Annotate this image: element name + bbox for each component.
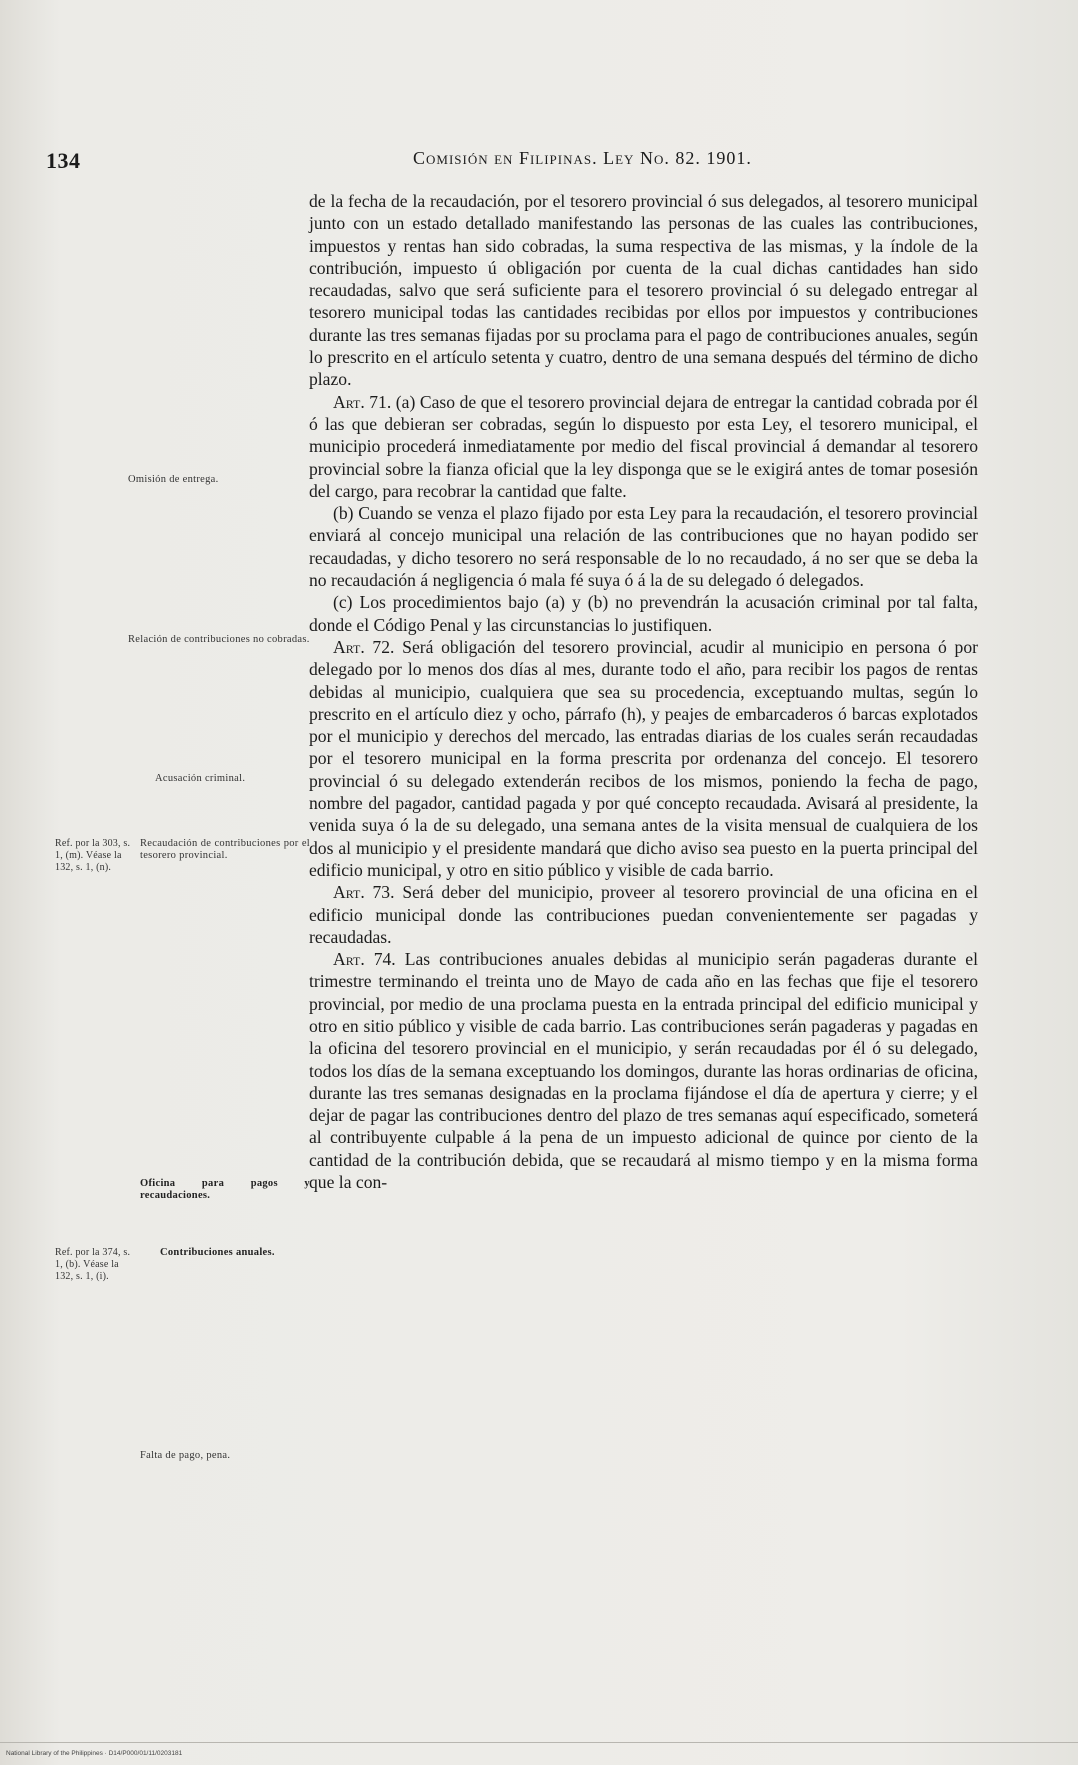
- margin-note-falta: Falta de pago, pena.: [140, 1450, 231, 1461]
- paragraph-art-71: Art. 71. (a) Caso de que el tesorero provincial dejara de entregar la cantidad cobrada por él ó las que debieran ser cobradas, según lo dispuesto por esta Ley, el tesorero municipal, el municipio procederá inmediatamente por medio del fiscal provincial á demandar al tesorero provincial sobre la fianza oficial que la ley disponga que se le exigirá antes de tomar posesión del cargo, para recobrar la cantidad que falte.: [309, 391, 979, 501]
- margin-note-recaudacion: Recaudación de contribuciones por el tesorero provincial.: [140, 838, 310, 861]
- margin-note-relacion: Relación de contribuciones no cobradas.: [128, 634, 310, 645]
- article-label: Art. 71.: [333, 391, 392, 412]
- page-number: 134: [46, 148, 81, 173]
- margin-note-contribuciones: Contribuciones anuales.: [160, 1247, 275, 1258]
- article-label: Art. 72.: [333, 636, 395, 657]
- running-head: Comisión en Filipinas. Ley No. 82. 1901.: [413, 148, 752, 168]
- margin-note-omision: Omisión de entrega.: [128, 474, 219, 485]
- paragraph-art-71-b: (b) Cuando se venza el plazo fijado por esta Ley para la recaudación, el tesorero provincial enviará al concejo municipal una relación de las contribuciones que no hayan podido ser recaudadas, y dicho tesorero no será responsable de lo no recaudado, á no ser que se deba la no recaudación á negligencia ó mala fé suya ó á la de su delegado ó delegados.: [309, 503, 978, 591]
- paragraph-art-71-c: (c) Los procedimientos bajo (a) y (b) no prevendrán la acusación criminal por tal falta, donde el Código Penal y las circunstancias lo justifiquen.: [309, 592, 978, 635]
- margin-note-acusacion: Acusación criminal.: [155, 773, 246, 784]
- ref-note-303: Ref. por la 303, s. 1, (m). Véase la 132, s. 1, (n).: [55, 838, 131, 873]
- bottom-rule: [0, 1742, 1078, 1743]
- paragraph-art-72: Art. 72. Será obligación del tesorero provincial, acudir al municipio en persona ó por delegado por lo menos dos días al mes, durante todo el año, para recibir los pagos de rentas debidas al municipio, cualquiera que sea su procedencia, exceptuando multas, según lo prescrito en el artículo diez y ocho, párrafo (h), y peajes de embarcaderos ó barcas explotados por el municipio y derechos del mercado, las entradas diarias de los cuales serán recaudadas por el tesorero municipal en la forma prescrita por ordenanza del concejo. El tesorero provincial ó su delegado extenderán recibos de los mismos, poniendo la fecha de pago, nombre del pagador, cantidad pagada y por qué concepto recaudada. Avisará al presidente, la venida suya ó la de su delegado, una semana antes de la visita mensual de cualquiera de los dos al municipio y el presidente mandará que dicho aviso sea puesto en la puerta principal del edificio municipal, y otro en sitio público y visible de cada barrio.: [309, 636, 979, 880]
- ref-note-374: Ref. por la 374, s. 1, (b). Véase la 132, s. 1, (i).: [55, 1247, 131, 1282]
- paragraph-art-74: Art. 74. Las contribuciones anuales debidas al municipio serán pagaderas durante el trimestre terminando el treinta uno de Mayo de cada año en las fechas que fije el tesorero provincial, por medio de una proclama puesta en la entrada principal del edificio municipal y otro en sitio público y visible de cada barrio. Las contribuciones serán pagaderas y pagadas en la oficina del tesorero provincial en el municipio, y serán recaudadas por él ó su delegado, todos los días de la semana exceptuando los domingos, durante las horas ordinarias de oficina, durante las tres semanas designadas en la proclama fijándose el día de apertura y cierre; y el dejar de pagar las contribuciones dentro del plazo de tres semanas aquí especificado, someterá al contribuyente culpable á la pena de un impuesto adicional de quince por ciento de la cantidad de la contribución debida, que se recaudará al mismo tiempo y en la misma forma que la con-: [309, 949, 979, 1193]
- article-label: Art. 73.: [333, 882, 395, 903]
- footer-credit: National Library of the Philippines · D14/P000/01/11/0203181: [6, 1750, 183, 1757]
- margin-note-oficina: Oficina para pagos y recaudaciones.: [140, 1178, 310, 1201]
- body-text: [309, 190, 978, 1193]
- article-label: Art. 74.: [333, 949, 396, 970]
- paragraph-art-73: Art. 73. Será deber del municipio, proveer al tesorero provincial de una oficina en el edificio municipal donde las contribuciones puedan convenientemente ser pagadas y recaudadas.: [309, 882, 978, 947]
- paragraph-continuation: de la fecha de la recaudación, por el tesorero provincial ó sus delegados, al tesorero municipal junto con un estado detallado manifestando las personas de las cuales las contribuciones, impuestos y rentas han sido cobradas, la suma respectiva de las mismas, y la índole de la contribución, impuesto ú obligación por cuenta de la cual dichas cantidades han sido recaudadas, salvo que será suficiente para el tesorero provincial ó su delegado entregar al tesorero municipal todas las cantidades recibidas por ellos por impuestos y contribuciones durante las tres semanas fijadas por su proclama para el pago de contribuciones anuales, según lo prescrito en el artículo setenta y cuatro, dentro de una semana después del término de dicho plazo.: [309, 191, 978, 390]
